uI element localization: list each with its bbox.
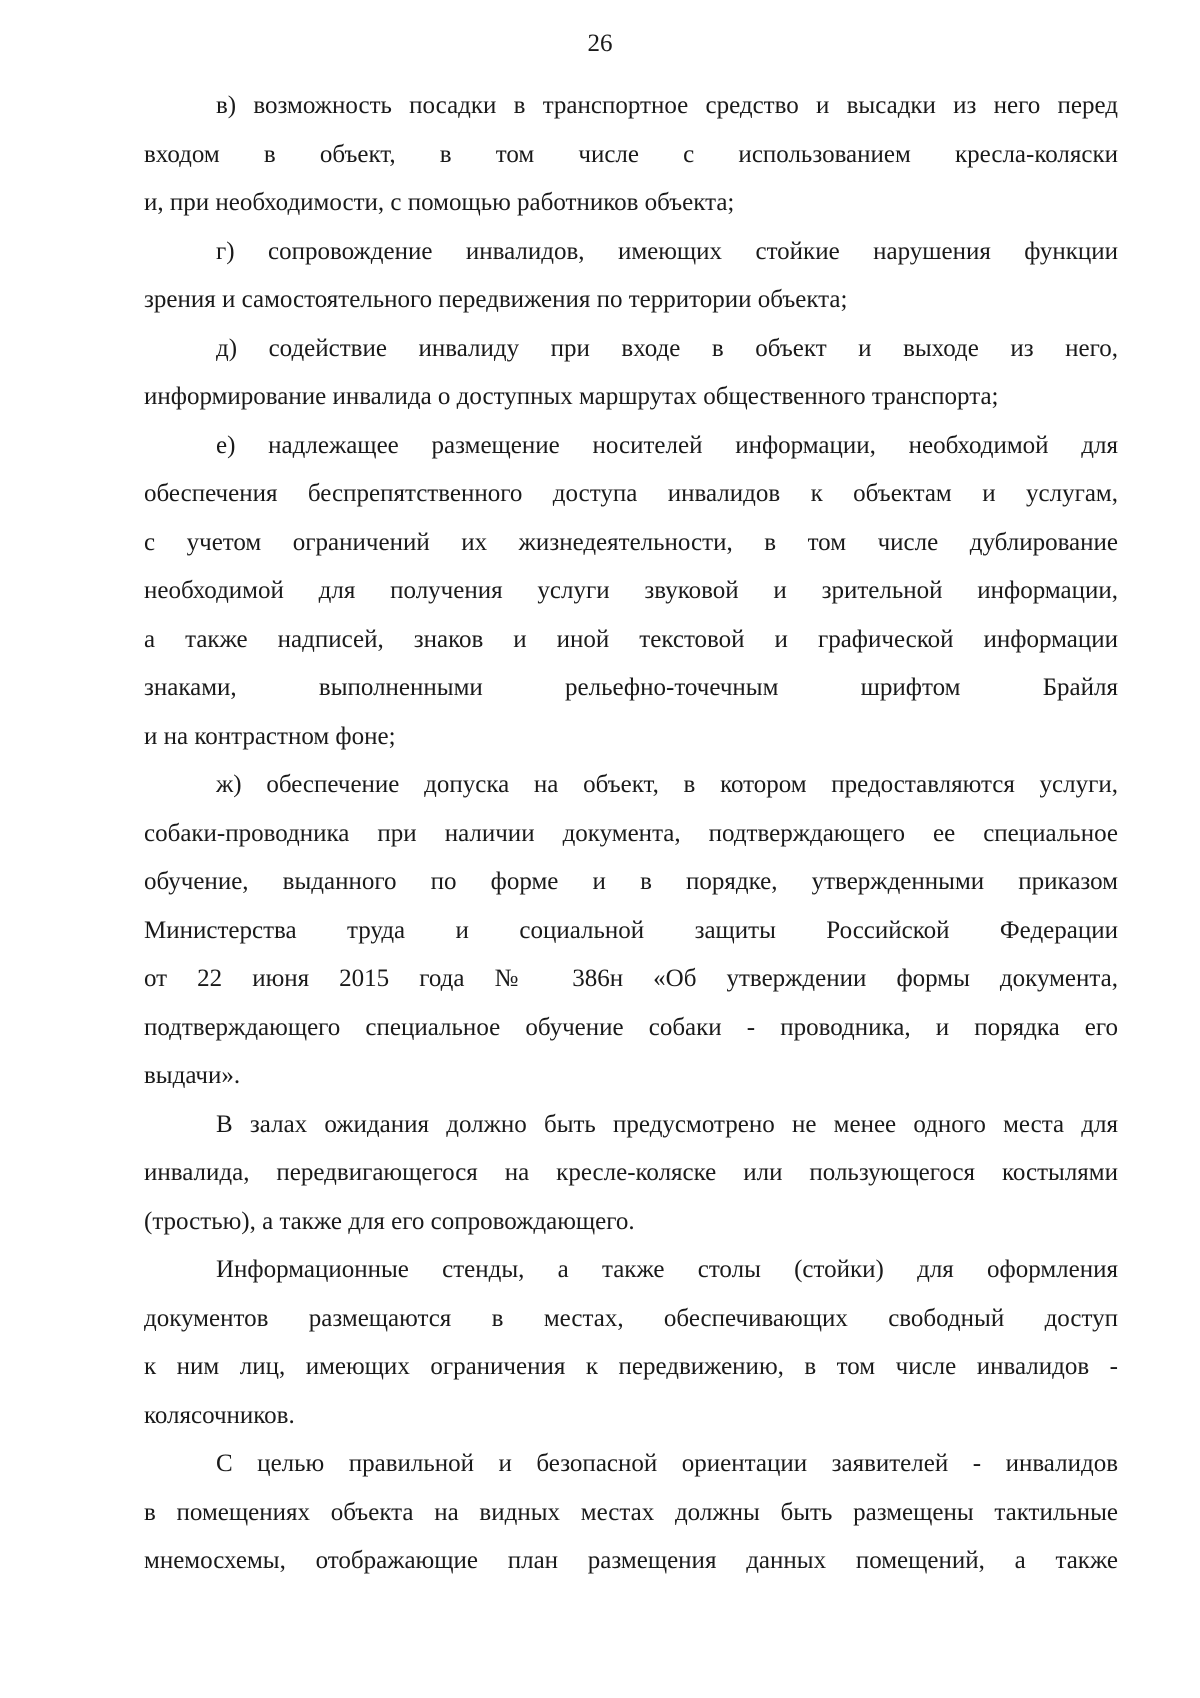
- page-number: 26: [587, 30, 613, 57]
- text-line: е) надлежащее размещение носителей информации, необходимой для: [216, 431, 1118, 459]
- text-line: В залах ожидания должно быть предусмотрено не менее одного места для: [216, 1110, 1118, 1138]
- text-line: к ним лиц, имеющих ограничения к передвижению, в том числе инвалидов -: [144, 1353, 1118, 1380]
- text-line: (тростью), а также для его сопровождающего.: [144, 1207, 635, 1235]
- text-line: мнемосхемы, отображающие план размещения данных помещений, а также: [144, 1547, 1118, 1574]
- text-line: и, при необходимости, с помощью работников объекта;: [144, 189, 735, 216]
- text-line: необходимой для получения услуги звуковой и зрительной информации,: [144, 577, 1118, 604]
- paragraph-orientation: [144, 1440, 1118, 1586]
- text-line: знаками, выполненными рельефно-точечным шрифтом Брайля: [144, 674, 1118, 701]
- text-line: ж) обеспечение допуска на объект, в котором предоставляются услуги,: [216, 771, 1118, 798]
- text-line: д) содействие инвалиду при входе в объект и выходе из него,: [216, 334, 1118, 362]
- text-line: с учетом ограничений их жизнедеятельности, в том числе дублирование: [144, 528, 1118, 556]
- text-line: г) сопровождение инвалидов, имеющих стойкие нарушения функции: [216, 237, 1118, 265]
- text-line: документов размещаются в местах, обеспечивающих свободный доступ: [144, 1304, 1118, 1332]
- text-line: в) возможность посадки в транспортное средство и высадки из него перед: [216, 92, 1118, 119]
- text-line: выдачи».: [144, 1062, 241, 1089]
- paragraph-d-assistance: [144, 325, 1118, 422]
- text-line: и на контрастном фоне;: [144, 722, 396, 750]
- paragraph-e-information: [144, 422, 1118, 762]
- text-line: колясочников.: [144, 1401, 295, 1429]
- paragraph-zh-guide-dog: [144, 761, 1118, 1101]
- text-line: в помещениях объекта на видных местах должны быть размещены тактильные: [144, 1498, 1118, 1526]
- paragraph-v-boarding: [144, 82, 1118, 228]
- paragraph-waiting-halls: [144, 1101, 1118, 1247]
- text-line: Информационные стенды, а также столы (стойки) для оформления: [216, 1256, 1118, 1283]
- paragraph-info-stands: [144, 1246, 1118, 1440]
- text-line: информирование инвалида о доступных маршрутах общественного транспорта;: [144, 383, 999, 410]
- text-line: от 22 июня 2015 года № 386н «Об утверждении формы документа,: [144, 965, 1118, 992]
- text-line: подтверждающего специальное обучение собаки - проводника, и порядка его: [144, 1013, 1118, 1041]
- text-line: входом в объект, в том числе с использованием кресла-коляски: [144, 140, 1118, 168]
- document-body: [144, 82, 1118, 1586]
- text-line: С целью правильной и безопасной ориентации заявителей - инвалидов: [216, 1450, 1118, 1477]
- paragraph-g-escort: [144, 228, 1118, 325]
- text-line: обеспечения беспрепятственного доступа инвалидов к объектам и услугам,: [144, 480, 1118, 507]
- text-line: а также надписей, знаков и иной текстовой и графической информации: [144, 625, 1118, 653]
- text-line: обучение, выданного по форме и в порядке, утвержденными приказом: [144, 868, 1118, 895]
- text-line: зрения и самостоятельного передвижения по территории объекта;: [144, 286, 848, 313]
- text-line: инвалида, передвигающегося на кресле-коляске или пользующегося костылями: [144, 1159, 1118, 1186]
- text-line: Министерства труда и социальной защиты Российской Федерации: [144, 916, 1118, 944]
- text-line: собаки-проводника при наличии документа, подтверждающего ее специальное: [144, 819, 1118, 847]
